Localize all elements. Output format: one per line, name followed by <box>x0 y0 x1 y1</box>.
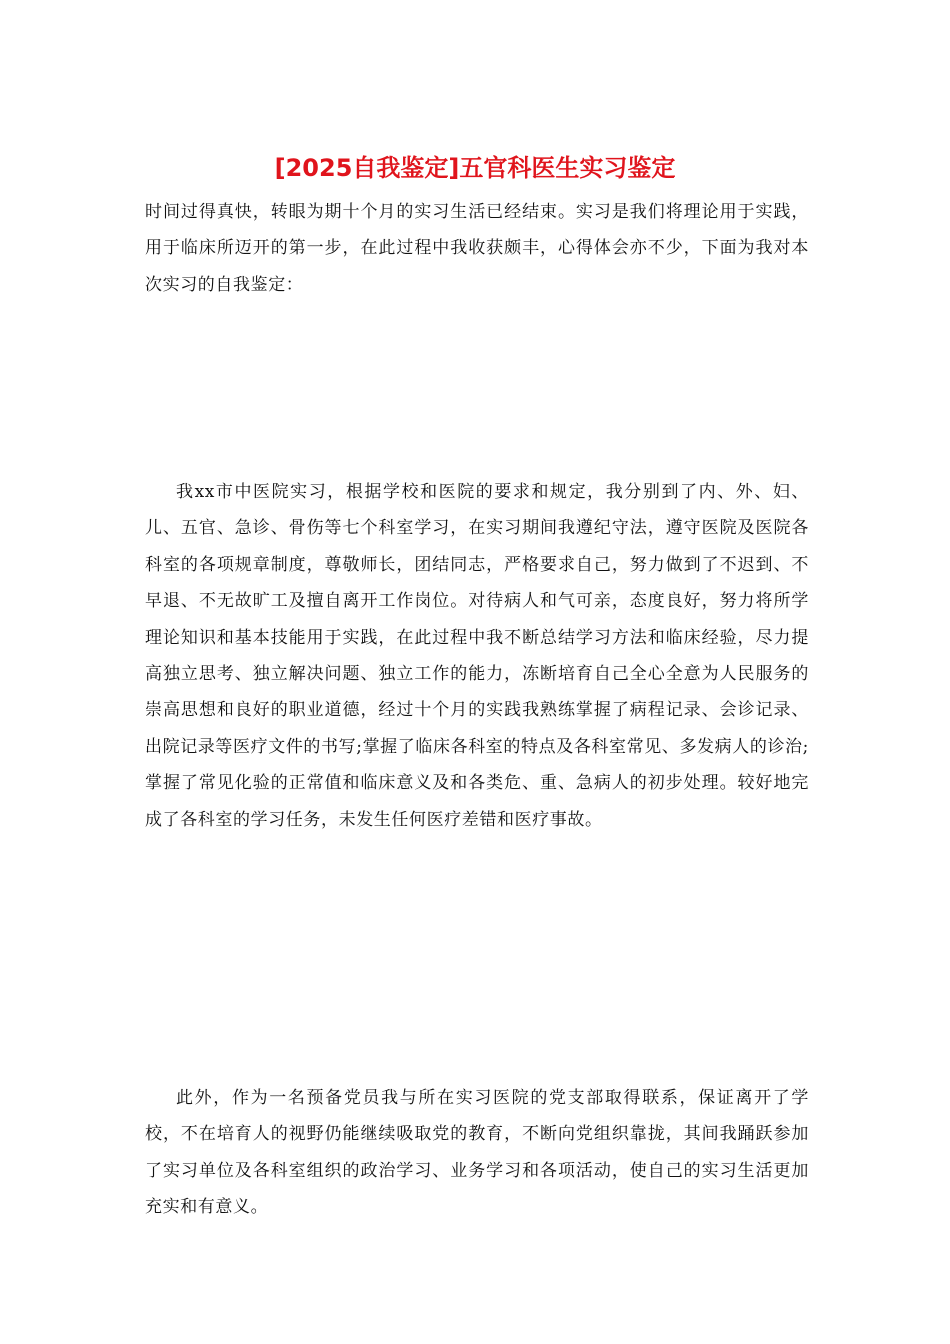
internship-paragraph: 我xx市中医院实习，根据学校和医院的要求和规定，我分别到了内、外、妇、儿、五官、急诊、骨伤等七个科室学习，在实习期间我遵纪守法，遵守医院及医院各科室的各项规章制度，尊敬师长，团结同志，严格要求自己，努力做到了不迟到、不早退、不无故旷工及擅自离开工作岗位。对待病人和气可亲，态度良好，努力将所学理论知识和基本技能用于实践，在此过程中我不断总结学习方法和临床经验，尽力提高独立思考、独立解决问题、独立工作的能力，冻断培育自己全心全意为人民服务的崇高思想和良好的职业道德，经过十个月的实践我熟练掌握了病程记录、会诊记录、出院记录等医疗文件的书写;掌握了临床各科室的特点及各科室常见、多发病人的诊治;掌握了常见化验的正常值和临床意义及和各类危、重、急病人的初步处理。较好地完成了各科室的学习任务，未发生任何医疗差错和医疗事故。 <box>145 482 809 830</box>
intro-paragraph: 时间过得真快，转眼为期十个月的实习生活已经结束。实习是我们将理论用于实践，用于临床所迈开的第一步，在此过程中我收获颇丰，心得体会亦不少，下面为我对本次实习的自我鉴定： <box>145 202 809 295</box>
document-title: [2025自我鉴定]五官科医生实习鉴定 <box>274 154 676 182</box>
party-paragraph: 此外，作为一名预备党员我与所在实习医院的党支部取得联系，保证离开了学校，不在培育人的视野仍能继续吸取党的教育，不断向党组织靠拢，其间我踊跃参加了实习单位及各科室组织的政治学习、业务学习和各项活动，使自己的实习生活更加充实和有意义。 <box>145 1088 809 1218</box>
